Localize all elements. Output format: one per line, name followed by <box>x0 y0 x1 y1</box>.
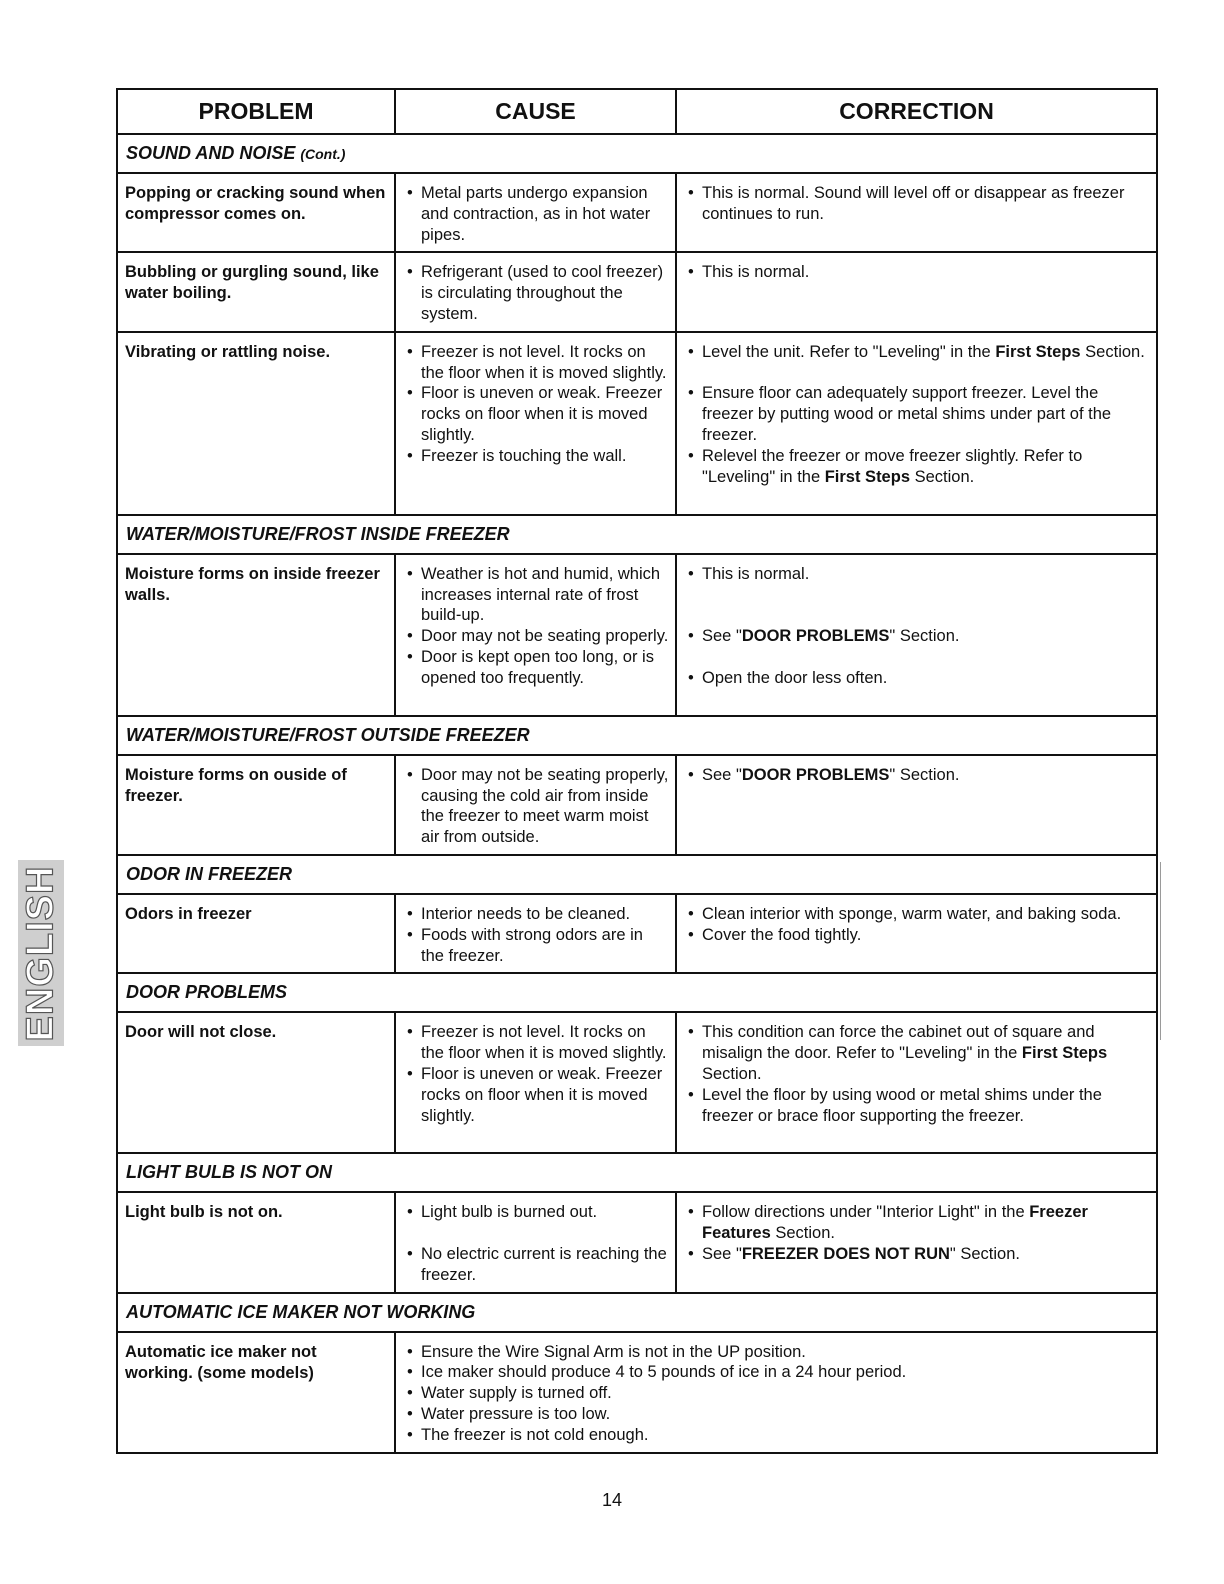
correction-item: • Cover the food tightly. <box>685 925 1150 946</box>
correction-item: • Relevel the freezer or move freezer slightly. Refer to "Leveling" in the First Steps Section. <box>685 446 1150 488</box>
cause-cell <box>395 1332 1157 1453</box>
section-title: DOOR PROBLEMS <box>117 973 1157 1012</box>
section-title: WATER/MOISTURE/FROST OUTSIDE FREEZER <box>117 716 1157 755</box>
cause-item: • Foods with strong odors are in the freezer. <box>404 925 669 967</box>
section-title: ODOR IN FREEZER <box>117 855 1157 894</box>
cause-item: • Freezer is not level. It rocks on the floor when it is moved slightly. <box>404 342 669 384</box>
cause-cell <box>395 173 676 252</box>
section-row <box>117 973 1157 1012</box>
problem-cell: Moisture forms on ouside of freezer. <box>117 755 395 855</box>
section-title: LIGHT BULB IS NOT ON <box>117 1153 1157 1192</box>
problem-cell: Automatic ice maker not working. (some models) <box>117 1332 395 1453</box>
cause-item: • No electric current is reaching the freezer. <box>404 1244 669 1286</box>
cause-item: • Freezer is touching the wall. <box>404 446 669 467</box>
section-row <box>117 134 1157 173</box>
cause-item: • Door may not be seating properly, causing the cold air from inside the freezer to meet warm moist air from outside. <box>404 765 669 848</box>
section-row <box>117 716 1157 755</box>
cause-cell <box>395 1192 676 1292</box>
table-row <box>117 1012 1157 1153</box>
table-row <box>117 252 1157 331</box>
correction-item: • See "DOOR PROBLEMS" Section. <box>685 765 1150 786</box>
header-row <box>117 89 1157 134</box>
correction-item: • This is normal. <box>685 564 1150 585</box>
cause-item: • Ensure the Wire Signal Arm is not in the UP position. <box>404 1342 1150 1363</box>
correction-cell <box>676 554 1157 716</box>
section-row <box>117 515 1157 554</box>
troubleshooting-table <box>116 88 1158 1454</box>
correction-cell <box>676 894 1157 973</box>
correction-cell <box>676 173 1157 252</box>
correction-cell <box>676 1012 1157 1153</box>
side-tab-label: ENGLISH <box>19 865 62 1041</box>
cause-item: • Weather is hot and humid, which increases internal rate of frost build-up. <box>404 564 669 626</box>
correction-cell <box>676 755 1157 855</box>
correction-item: • Follow directions under "Interior Light" in the Freezer Features Section. <box>685 1202 1150 1244</box>
correction-cell <box>676 252 1157 331</box>
section-row <box>117 855 1157 894</box>
section-title: WATER/MOISTURE/FROST INSIDE FREEZER <box>117 515 1157 554</box>
section-row <box>117 1153 1157 1192</box>
table-row <box>117 755 1157 855</box>
cause-item: • Door is kept open too long, or is opened too frequently. <box>404 647 669 689</box>
section-title: SOUND AND NOISE (Cont.) <box>117 134 1157 173</box>
table-row <box>117 1332 1157 1453</box>
cause-cell <box>395 894 676 973</box>
section-row <box>117 1293 1157 1332</box>
table-row <box>117 554 1157 716</box>
cause-cell <box>395 1012 676 1153</box>
correction-item: • This condition can force the cabinet out of square and misalign the door. Refer to "Leveling" in the First Steps Section. <box>685 1022 1150 1084</box>
correction-item: • Level the unit. Refer to "Leveling" in the First Steps Section. <box>685 342 1150 363</box>
section-title: AUTOMATIC ICE MAKER NOT WORKING <box>117 1293 1157 1332</box>
cause-item: • Ice maker should produce 4 to 5 pounds of ice in a 24 hour period. <box>404 1362 1150 1383</box>
table-row <box>117 1192 1157 1292</box>
cause-item: • The freezer is not cold enough. <box>404 1425 1150 1446</box>
problem-cell: Moisture forms on inside freezer walls. <box>117 554 395 716</box>
correction-item: • This is normal. <box>685 262 1150 283</box>
cause-item: • Interior needs to be cleaned. <box>404 904 669 925</box>
language-side-tab <box>18 860 64 1046</box>
table-row <box>117 894 1157 973</box>
correction-item: • This is normal. Sound will level off or disappear as freezer continues to run. <box>685 183 1150 225</box>
correction-cell <box>676 1192 1157 1292</box>
cause-item: • Freezer is not level. It rocks on the floor when it is moved slightly. <box>404 1022 669 1064</box>
problem-cell: Light bulb is not on. <box>117 1192 395 1292</box>
margin-line <box>1160 862 1161 1040</box>
correction-item: • Level the floor by using wood or metal shims under the freezer or brace floor supporting the freezer. <box>685 1085 1150 1127</box>
cause-item: • Water supply is turned off. <box>404 1383 1150 1404</box>
problem-cell: Bubbling or gurgling sound, like water boiling. <box>117 252 395 331</box>
cause-cell <box>395 252 676 331</box>
table-row <box>117 173 1157 252</box>
page-number: 14 <box>601 1490 623 1510</box>
cause-cell <box>395 554 676 716</box>
cause-item: • Refrigerant (used to cool freezer) is circulating throughout the system. <box>404 262 669 324</box>
problem-cell: Odors in freezer <box>117 894 395 973</box>
correction-item: • Clean interior with sponge, warm water, and baking soda. <box>685 904 1150 925</box>
header-correction: CORRECTION <box>676 89 1157 134</box>
cause-item: • Metal parts undergo expansion and contraction, as in hot water pipes. <box>404 183 669 245</box>
problem-cell: Door will not close. <box>117 1012 395 1153</box>
problem-cell: Vibrating or rattling noise. <box>117 332 395 515</box>
cause-cell <box>395 755 676 855</box>
cause-item: • Light bulb is burned out. <box>404 1202 669 1223</box>
cause-item: • Door may not be seating properly. <box>404 626 669 647</box>
problem-cell: Popping or cracking sound when compressor comes on. <box>117 173 395 252</box>
table-row <box>117 332 1157 515</box>
header-cause: CAUSE <box>395 89 676 134</box>
correction-item: • Open the door less often. <box>685 668 1150 689</box>
cause-item: • Floor is uneven or weak. Freezer rocks on floor when it is moved slightly. <box>404 1064 669 1126</box>
correction-item: • See "FREEZER DOES NOT RUN" Section. <box>685 1244 1150 1265</box>
correction-cell <box>676 332 1157 515</box>
cause-cell <box>395 332 676 515</box>
cause-item: • Water pressure is too low. <box>404 1404 1150 1425</box>
correction-item: • See "DOOR PROBLEMS" Section. <box>685 626 1150 647</box>
header-problem: PROBLEM <box>117 89 395 134</box>
correction-item: • Ensure floor can adequately support freezer. Level the freezer by putting wood or metal shims under part of the freezer. <box>685 383 1150 445</box>
cause-item: • Floor is uneven or weak. Freezer rocks on floor when it is moved slightly. <box>404 383 669 445</box>
